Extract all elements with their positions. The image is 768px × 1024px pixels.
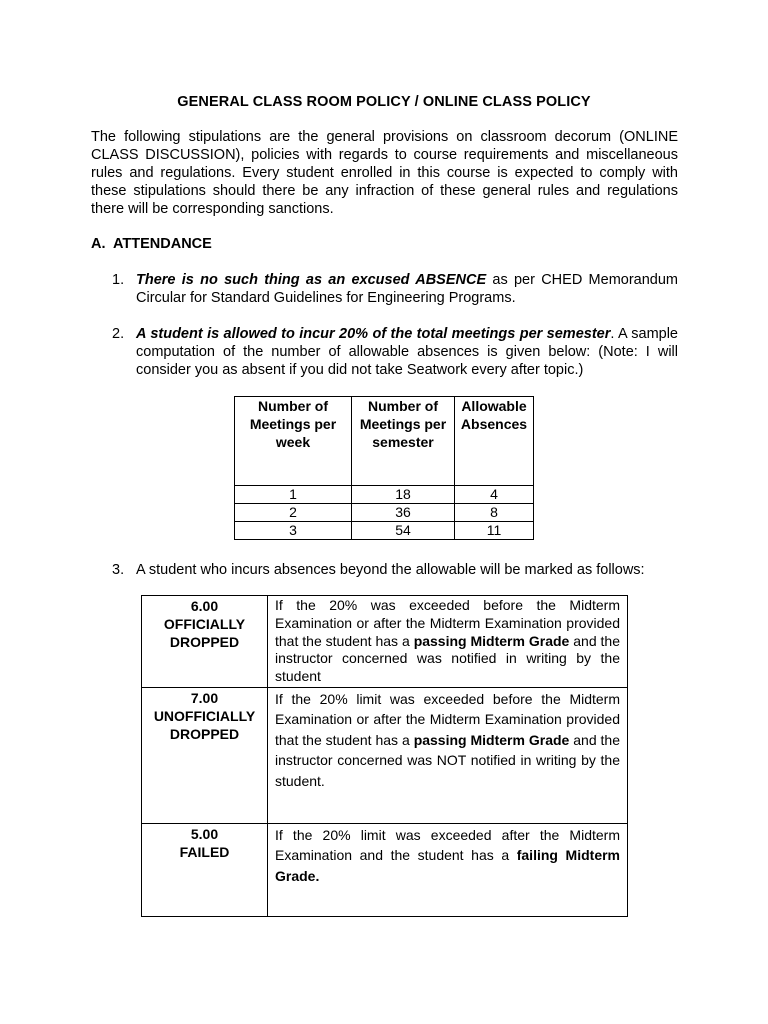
table-cell: 18	[352, 486, 455, 504]
description-text: If the 20% limit was exceeded after the Midterm Examination and the student has a	[275, 827, 620, 864]
table-cell: 1	[235, 486, 352, 504]
list-item-2	[112, 325, 678, 379]
list-item-body: A student who incurs absences beyond the allowable will be marked as follows:	[136, 562, 645, 578]
list-item-1	[112, 271, 678, 307]
allowable-absences-table	[234, 396, 534, 540]
section-heading-attendance	[91, 236, 212, 252]
description-bold: failing Midterm Grade.	[275, 847, 621, 884]
table-header-row	[235, 397, 534, 486]
table-row	[142, 596, 628, 688]
intro-paragraph: The following stipulations are the general provisions on classroom decorum (ONLINE CLASS DISCUSSION), policies with regards to course requirements and miscellaneous rules and regulations. Every student enrolled in this course is expected to comply with these stipulations should there be any infraction of these general rules and regulations there will be corresponding sanctions.	[91, 129, 678, 217]
document-title: GENERAL CLASS ROOM POLICY / ONLINE CLASS POLICY	[177, 94, 591, 110]
table-cell: 11	[455, 522, 534, 540]
status-description	[268, 824, 628, 917]
column-header: Number of Meetings per semester	[352, 397, 455, 486]
table-cell: 3	[235, 522, 352, 540]
description-text: If the 20% was exceeded before the Midterm Examination or after the Midterm Examination provided that the student has a	[275, 597, 620, 649]
table-row	[235, 486, 534, 504]
status-code-cell	[142, 824, 268, 917]
list-number: 3.	[112, 562, 125, 578]
status-label: FAILED	[179, 844, 230, 860]
table-cell: 2	[235, 504, 352, 522]
description-text: and the instructor concerned was NOT notified in writing by the student.	[275, 731, 620, 789]
status-description	[268, 596, 628, 688]
list-item-body	[136, 271, 678, 307]
description-text: If the 20% limit was exceeded before the Midterm Examination or after the Midterm Examination provided that the student has a	[275, 691, 620, 748]
emphasis-text: A student is allowed to incur 20% of the total meetings per semester	[136, 326, 611, 342]
column-header: Number of Meetings per week	[235, 397, 352, 486]
list-number: 2.	[112, 326, 125, 342]
status-grade: 6.00	[190, 598, 219, 614]
status-grade: 5.00	[190, 826, 219, 842]
description-text: and the instructor concerned was notified in writing by the student	[275, 632, 620, 685]
status-code-cell	[142, 596, 268, 688]
item-text: . A sample computation of the number of allowable absences is given below: (Note: I will consider you as absent if you did not take Seatwork every after topic.)	[136, 326, 679, 378]
table-row	[142, 688, 628, 824]
table-cell: 36	[352, 504, 455, 522]
status-description	[268, 688, 628, 824]
status-label: OFFICIALLY DROPPED	[163, 616, 246, 650]
table-row	[235, 504, 534, 522]
section-title: ATTENDANCE	[113, 236, 212, 252]
section-letter: A.	[91, 236, 106, 252]
emphasis-text: There is no such thing as an excused ABSENCE	[136, 272, 487, 288]
table-row	[235, 522, 534, 540]
table-row	[142, 824, 628, 917]
table-cell: 8	[455, 504, 534, 522]
status-label: UNOFFICIALLY DROPPED	[153, 708, 256, 742]
status-grade: 7.00	[190, 690, 219, 706]
absence-status-table	[141, 595, 628, 917]
table-cell: 54	[352, 522, 455, 540]
description-bold: passing Midterm Grade	[413, 632, 570, 649]
description-bold: passing Midterm Grade	[413, 731, 570, 748]
column-header: Allowable Absences	[455, 397, 534, 486]
list-item-body	[136, 325, 678, 379]
table-cell: 4	[455, 486, 534, 504]
list-number: 1.	[112, 272, 125, 288]
status-code-cell	[142, 688, 268, 824]
item-text: as per CHED Memorandum Circular for Standard Guidelines for Engineering Programs.	[136, 272, 679, 306]
list-item-3	[112, 561, 678, 579]
